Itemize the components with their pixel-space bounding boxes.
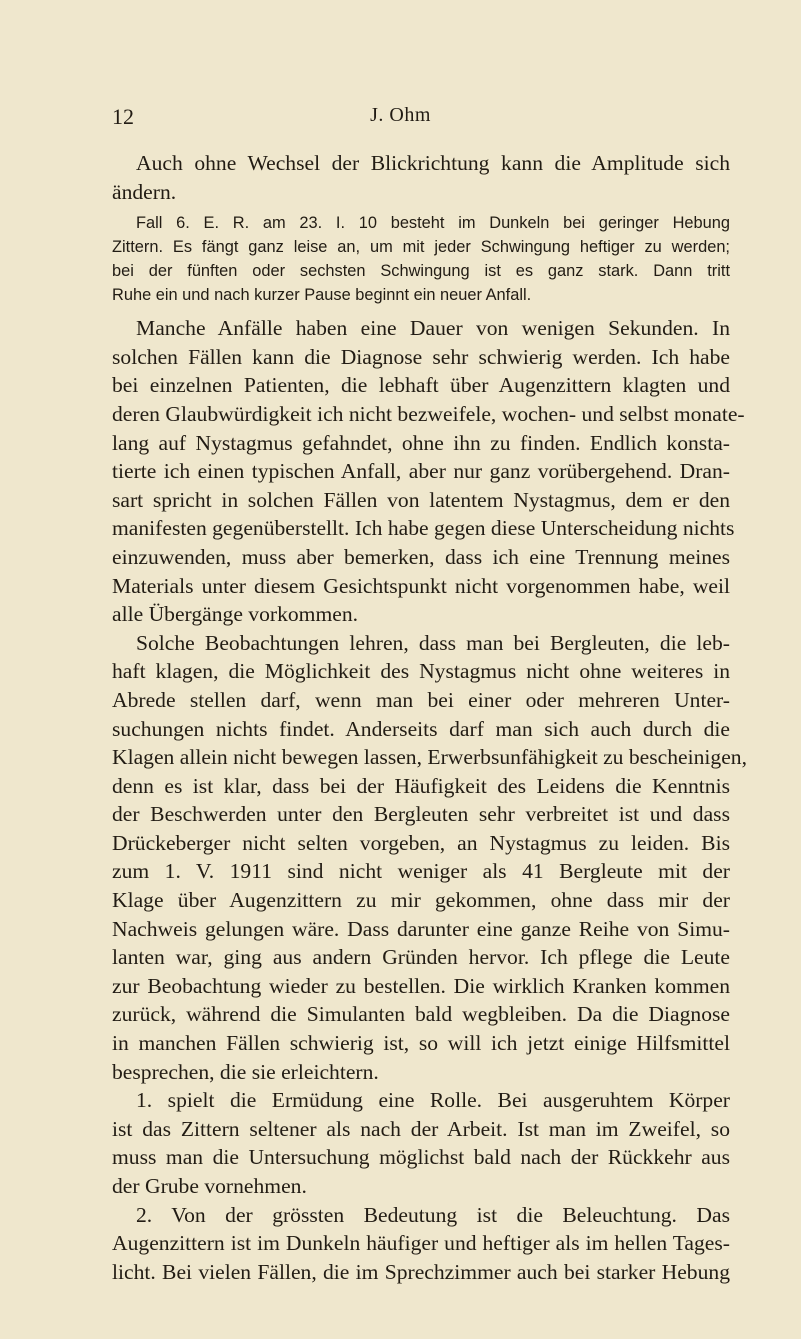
text-line: zum 1. V. 1911 sind nicht weniger als 41 Bergleute mit der — [112, 859, 730, 884]
text-line: deren Glaubwürdigkeit ich nicht bezweifele, wochen- und selbst monate- — [112, 401, 745, 426]
page-header — [0, 104, 801, 132]
text-line: suchungen nichts findet. Anderseits darf man sich auch durch die — [112, 716, 730, 741]
text-line: Drückeberger nicht selten vorgeben, an Nystagmus zu leiden. Bis — [112, 830, 730, 855]
text-line: denn es ist klar, dass bei der Häufigkeit des Leidens die Kenntnis — [112, 773, 730, 798]
case-report-line: Ruhe ein und nach kurzer Pause beginnt ein neuer Anfall. — [112, 286, 532, 305]
case-report-line: bei der fünften oder sechsten Schwingung ist es ganz stark. Dann tritt — [112, 262, 730, 281]
text-line: sart spricht in solchen Fällen von latentem Nystagmus, dem er den — [112, 487, 730, 512]
text-line: der Beschwerden unter den Bergleuten sehr verbreitet ist und dass — [112, 802, 730, 827]
case-report-line: Zittern. Es fängt ganz leise an, um mit jeder Schwingung heftiger zu werden; — [112, 238, 730, 257]
body-text — [112, 149, 747, 1286]
text-line: haft klagen, die Möglichkeit des Nystagmus nicht ohne weiteres in — [112, 659, 730, 684]
text-line: 2. Von der grössten Bedeutung ist die Beleuchtung. Das — [136, 1202, 730, 1227]
text-line: bei einzelnen Patienten, die lebhaft über Augenzittern klagten und — [112, 373, 730, 398]
text-line: zurück, während die Simulanten bald wegbleiben. Da die Diagnose — [112, 1002, 730, 1027]
page-number: 12 — [112, 104, 134, 129]
text-line: licht. Bei vielen Fällen, die im Sprechzimmer auch bei starker Hebung — [112, 1259, 730, 1284]
case-report-line: Fall 6. E. R. am 23. I. 10 besteht im Dunkeln bei geringer Hebung — [136, 214, 730, 233]
text-line: Klagen allein nicht bewegen lassen, Erwerbsunfähigkeit zu bescheinigen, — [112, 745, 747, 770]
text-line: ändern. — [112, 179, 177, 204]
text-line: alle Übergänge vorkommen. — [112, 602, 359, 627]
text-line: Augenzittern ist im Dunkeln häufiger und heftiger als im hellen Tages- — [112, 1231, 730, 1256]
text-line: tierte ich einen typischen Anfall, aber nur ganz vorübergehend. Dran- — [112, 459, 730, 484]
text-line: zur Beobachtung wieder zu bestellen. Die wirklich Kranken kommen — [112, 973, 730, 998]
text-line: 1. spielt die Ermüdung eine Rolle. Bei ausgeruhtem Körper — [136, 1088, 730, 1113]
text-line: in manchen Fällen schwierig ist, so will ich jetzt einige Hilfsmittel — [112, 1031, 730, 1056]
text-line: muss man die Untersuchung möglichst bald nach der Rückkehr aus — [112, 1145, 730, 1170]
text-line: lanten war, ging aus andern Gründen hervor. Ich pflege die Leute — [112, 945, 730, 970]
text-line: Manche Anfälle haben eine Dauer von wenigen Sekunden. In — [136, 316, 730, 341]
text-line: der Grube vornehmen. — [112, 1174, 307, 1198]
text-line: einzuwenden, muss aber bemerken, dass ich eine Trennung meines — [112, 544, 730, 569]
text-line: Abrede stellen darf, wenn man bei einer oder mehreren Unter- — [112, 687, 730, 712]
text-line: Auch ohne Wechsel der Blickrichtung kann die Amplitude sich — [136, 151, 730, 175]
text-line: Materials unter diesem Gesichtspunkt nicht vorgenommen habe, weil — [112, 573, 730, 598]
running-head: J. Ohm — [370, 104, 431, 126]
text-line: Solche Beobachtungen lehren, dass man bei Bergleuten, die leb- — [136, 630, 730, 655]
text-line: lang auf Nystagmus gefahndet, ohne ihn zu finden. Endlich konsta- — [112, 430, 730, 455]
text-line: Nachweis gelungen wäre. Dass darunter eine ganze Reihe von Simu- — [112, 916, 730, 941]
text-line: solchen Fällen kann die Diagnose sehr schwierig werden. Ich habe — [112, 344, 730, 369]
text-line: besprechen, die sie erleichtern. — [112, 1059, 379, 1084]
text-line: ist das Zittern seltener als nach der Arbeit. Ist man im Zweifel, so — [112, 1116, 730, 1141]
text-line: Klage über Augenzittern zu mir gekommen, ohne dass mir der — [112, 888, 730, 913]
text-line: manifesten gegenüberstellt. Ich habe gegen diese Unterscheidung nichts — [112, 516, 735, 541]
